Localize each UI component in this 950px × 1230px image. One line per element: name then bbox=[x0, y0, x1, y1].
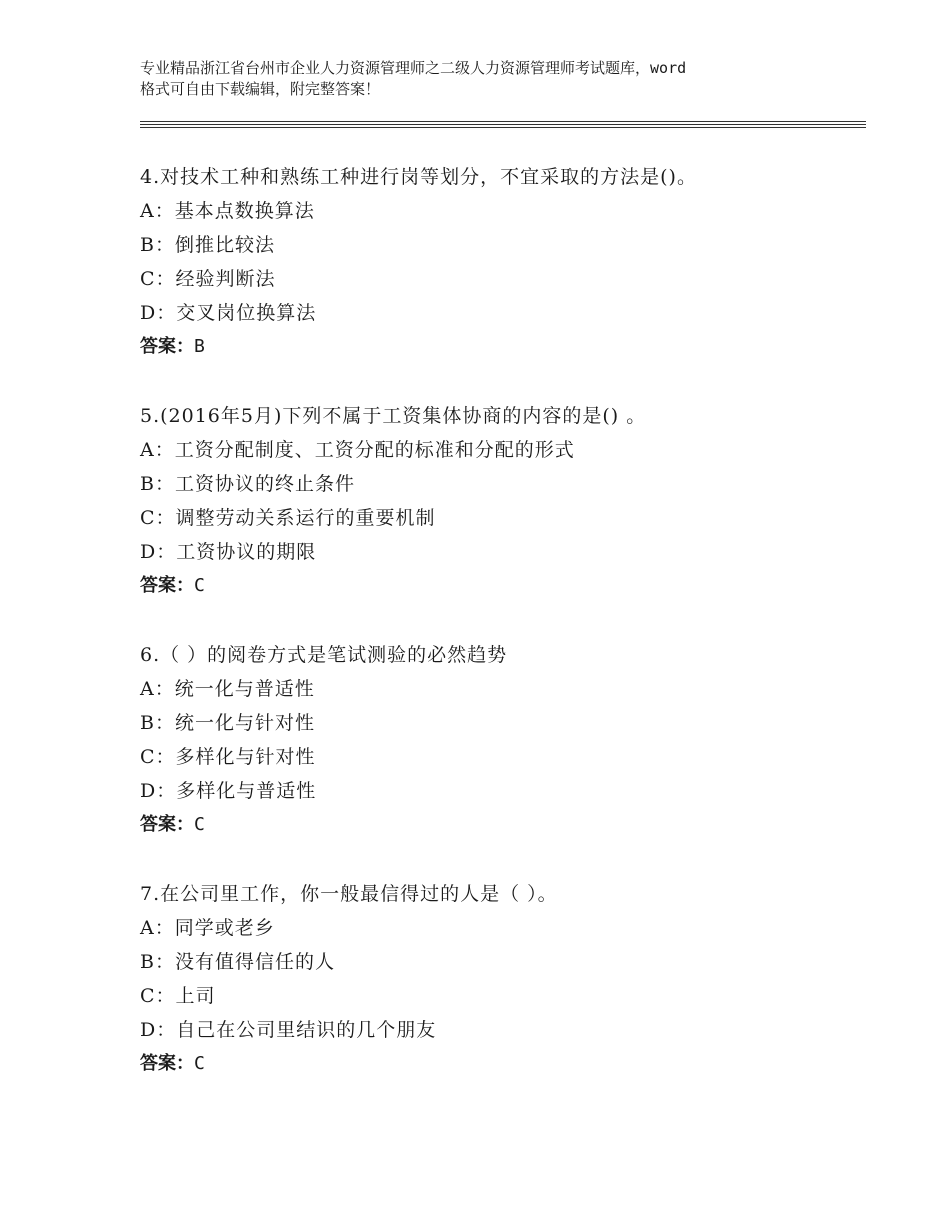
option-a: A：工资分配制度、工资分配的标准和分配的形式 bbox=[140, 439, 575, 461]
answer-label: 答案： bbox=[140, 575, 194, 596]
option-c: C：经验判断法 bbox=[140, 268, 276, 290]
header-line-1: 专业精品浙江省台州市企业人力资源管理师之二级人力资源管理师考试题库，word bbox=[140, 59, 687, 77]
answer-line bbox=[140, 1047, 866, 1081]
header-divider-line bbox=[140, 127, 866, 128]
option-c: C：多样化与针对性 bbox=[140, 746, 316, 768]
question-stem: 4.对技术工种和熟练工种进行岗等划分，不宜采取的方法是()。 bbox=[140, 166, 697, 188]
option-a: A：同学或老乡 bbox=[140, 917, 275, 939]
option-d: D：自己在公司里结识的几个朋友 bbox=[140, 1019, 437, 1041]
option-d: D：工资协议的期限 bbox=[140, 541, 317, 563]
option-b: B：工资协议的终止条件 bbox=[140, 473, 355, 495]
option-a: A：统一化与普适性 bbox=[140, 678, 315, 700]
header-divider-line bbox=[140, 124, 866, 125]
option-b: B：倒推比较法 bbox=[140, 234, 275, 256]
answer-value: B bbox=[194, 336, 205, 357]
option-b: B：统一化与针对性 bbox=[140, 712, 315, 734]
answer-line bbox=[140, 808, 866, 842]
option-c: C：调整劳动关系运行的重要机制 bbox=[140, 507, 436, 529]
question-7 bbox=[140, 877, 866, 1081]
option-b: B：没有值得信任的人 bbox=[140, 951, 335, 973]
question-stem: 6.（ ）的阅卷方式是笔试测验的必然趋势 bbox=[140, 644, 508, 666]
question-4 bbox=[140, 160, 866, 364]
answer-line bbox=[140, 330, 866, 364]
answer-line bbox=[140, 569, 866, 603]
option-a: A：基本点数换算法 bbox=[140, 200, 315, 222]
answer-value: C bbox=[194, 1053, 205, 1074]
question-5 bbox=[140, 399, 866, 603]
answer-value: C bbox=[194, 575, 205, 596]
question-stem: 5.(2016年5月)下列不属于工资集体协商的内容的是() 。 bbox=[140, 405, 647, 427]
option-d: D：多样化与普适性 bbox=[140, 780, 317, 802]
header-line-2: 格式可自由下载编辑，附完整答案！ bbox=[140, 80, 381, 98]
question-stem: 7.在公司里工作，你一般最信得过的人是（ ）。 bbox=[140, 883, 558, 905]
header-divider-line bbox=[140, 121, 866, 122]
question-6 bbox=[140, 638, 866, 842]
answer-label: 答案： bbox=[140, 336, 194, 357]
answer-label: 答案： bbox=[140, 814, 194, 835]
option-c: C：上司 bbox=[140, 985, 216, 1007]
option-d: D：交叉岗位换算法 bbox=[140, 302, 317, 324]
document-header bbox=[140, 58, 840, 100]
answer-value: C bbox=[194, 814, 205, 835]
answer-label: 答案： bbox=[140, 1053, 194, 1074]
